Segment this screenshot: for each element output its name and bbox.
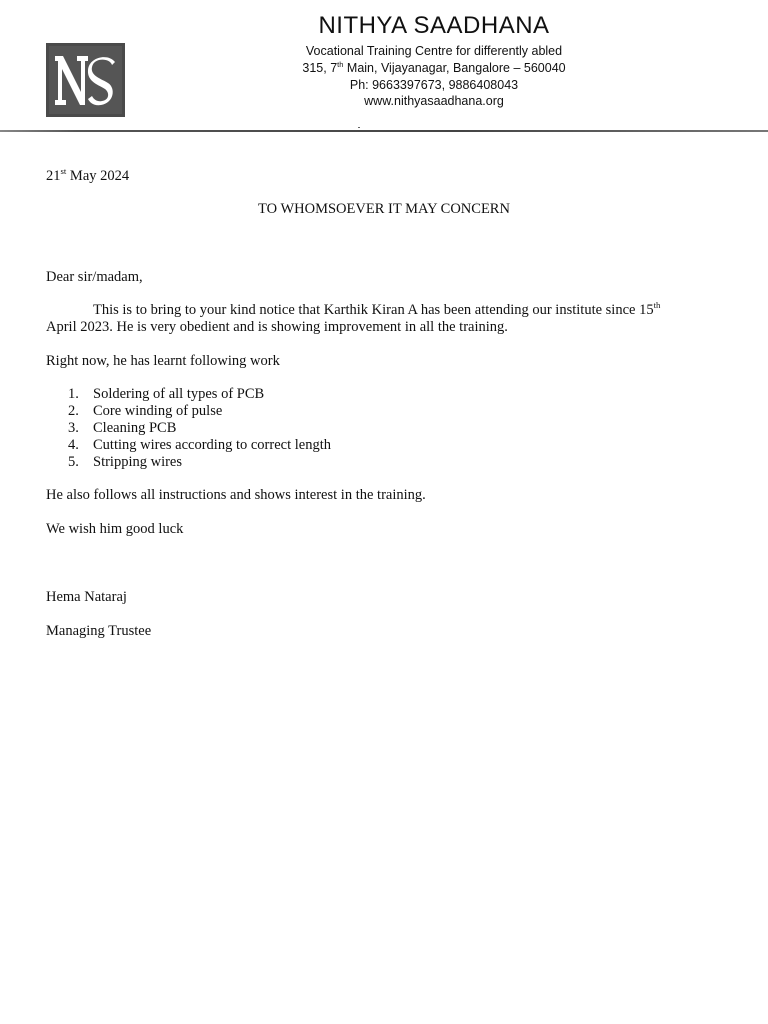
signatory-title: Managing Trustee xyxy=(46,623,152,639)
list-item xyxy=(68,437,331,454)
address-part: 315, 7 xyxy=(302,61,338,75)
paragraph-text: This is to bring to your kind notice that Karthik Kiran A has been attending our institute since 15 xyxy=(93,302,654,318)
paragraph-superscript: th xyxy=(653,300,661,311)
ns-logo xyxy=(46,43,125,117)
letterhead-divider xyxy=(0,130,768,132)
date-day: 21 xyxy=(46,168,61,184)
list-number: 5. xyxy=(68,454,79,470)
list-text: Soldering of all types of PCB xyxy=(93,386,265,402)
letter-subject: TO WHOMSOEVER IT MAY CONCERN xyxy=(258,201,510,217)
paragraph-intro-line1 xyxy=(93,302,660,319)
organization-phone: Ph: 9663397673, 9886408043 xyxy=(349,78,519,92)
address-part: Main, Vijayanagar, Bangalore – 560040 xyxy=(343,61,566,75)
letterhead xyxy=(0,0,768,140)
list-text: Cutting wires according to correct length xyxy=(93,437,331,453)
list-number: 1. xyxy=(68,386,79,402)
organization-name: NITHYA SAADHANA xyxy=(318,12,550,39)
list-number: 2. xyxy=(68,403,79,419)
date-superscript: st xyxy=(60,166,67,177)
list-text: Cleaning PCB xyxy=(93,420,177,436)
address-superscript: th xyxy=(337,59,344,69)
list-text: Stripping wires xyxy=(93,454,183,470)
signatory-name: Hema Nataraj xyxy=(46,589,127,605)
letter-date xyxy=(46,168,129,185)
list-number: 4. xyxy=(68,437,79,453)
list-number: 3. xyxy=(68,420,79,436)
organization-website: www.nithyasaadhana.org xyxy=(364,94,504,108)
list-item xyxy=(68,403,222,420)
paragraph-intro-line2: April 2023. He is very obedient and is showing improvement in all the training. xyxy=(46,319,508,335)
list-item xyxy=(68,454,182,471)
list-text: Core winding of pulse xyxy=(93,403,223,419)
paragraph-skills-intro: Right now, he has learnt following work xyxy=(46,353,280,369)
list-item xyxy=(68,420,176,437)
date-rest: May 2024 xyxy=(66,168,130,184)
organization-address xyxy=(254,61,614,75)
salutation: Dear sir/madam, xyxy=(46,269,143,285)
rule-mark xyxy=(358,127,360,128)
list-item xyxy=(68,386,264,403)
paragraph-closing: We wish him good luck xyxy=(46,521,184,537)
organization-tagline: Vocational Training Centre for differently abled xyxy=(305,44,563,58)
paragraph-instructions: He also follows all instructions and shows interest in the training. xyxy=(46,487,426,503)
